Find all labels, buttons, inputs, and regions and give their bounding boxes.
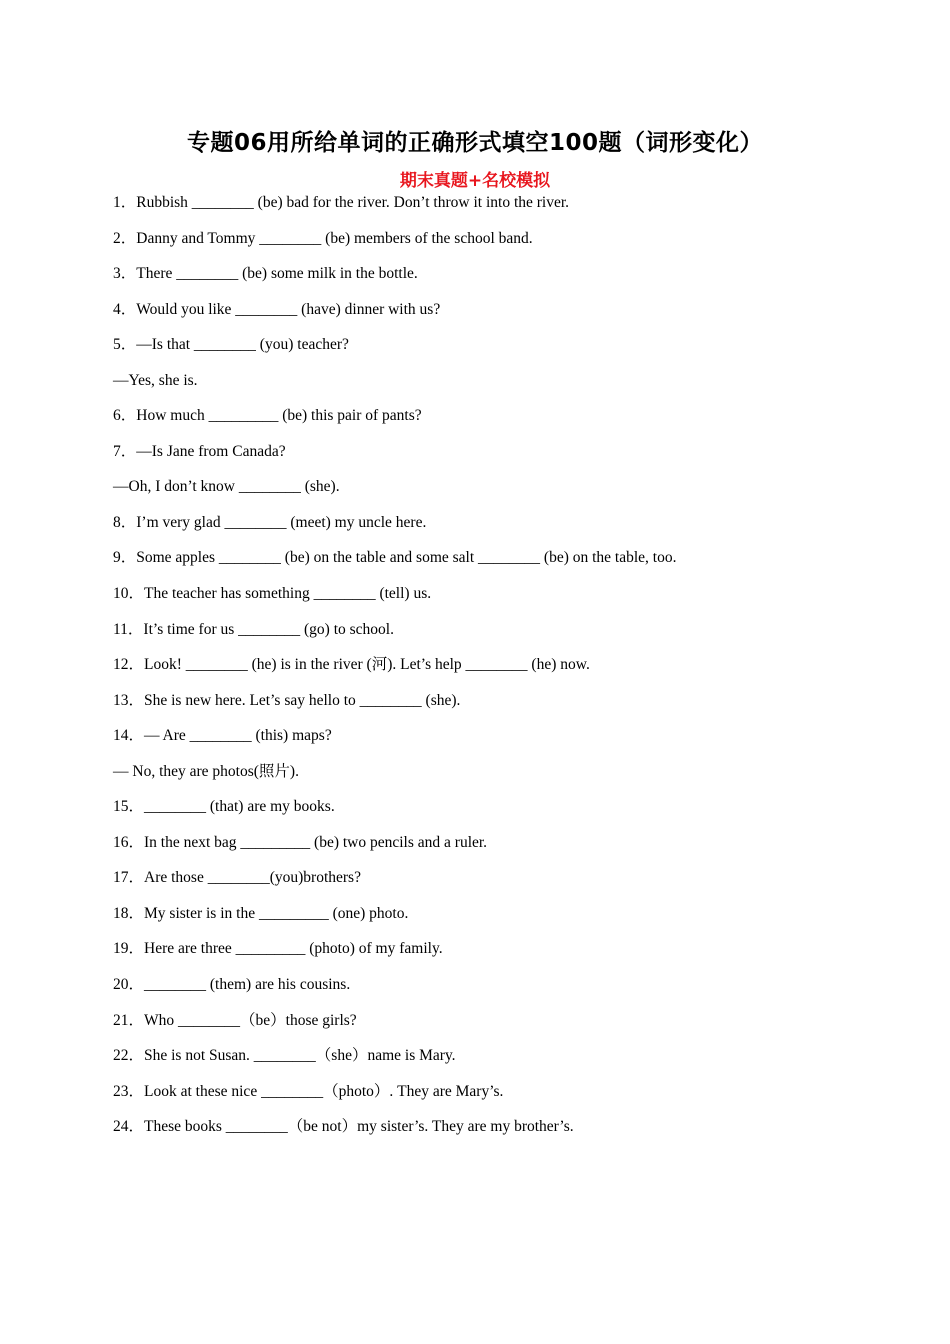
question-4: 4．Would you like ________ (have) dinner with us?	[113, 300, 441, 318]
question-23: 23．Look at these nice ________（photo）. They are Mary’s.	[113, 1082, 504, 1100]
question-7: 7．—Is Jane from Canada?	[113, 442, 286, 460]
question-14: 14．— Are ________ (this) maps?	[113, 727, 332, 745]
question-14-answer: — No, they are photos(照片).	[113, 762, 299, 780]
question-19: 19．Here are three _________ (photo) of my family.	[113, 940, 443, 958]
question-3: 3．There ________ (be) some milk in the bottle.	[113, 265, 418, 283]
question-6: 6．How much _________ (be) this pair of pants?	[113, 407, 422, 425]
question-18: 18．My sister is in the _________ (one) photo.	[113, 904, 409, 922]
question-15: 15．________ (that) are my books.	[113, 798, 335, 816]
question-13: 13．She is new here. Let’s say hello to ________ (she).	[113, 691, 461, 709]
question-20: 20．________ (them) are his cousins.	[113, 976, 351, 994]
question-5-answer: —Yes, she is.	[113, 371, 198, 389]
question-11: 11．It’s time for us ________ (go) to school.	[113, 620, 394, 638]
question-12: 12．Look! ________ (he) is in the river (河). Let’s help ________ (he) now.	[113, 656, 590, 674]
question-24: 24．These books ________（be not）my sister’s. They are my brother’s.	[113, 1118, 574, 1136]
question-22: 22．She is not Susan. ________（she）name is Mary.	[113, 1047, 456, 1065]
question-1: 1．Rubbish ________ (be) bad for the river. Don’t throw it into the river.	[113, 194, 570, 211]
document-title: 专题06用所给单词的正确形式填空100题（词形变化）	[186, 130, 764, 156]
question-21: 21．Who ________（be）those girls?	[113, 1011, 357, 1029]
question-2: 2．Danny and Tommy ________ (be) members of the school band.	[113, 229, 533, 247]
document-subtitle: 期末真题+名校模拟	[399, 171, 551, 191]
question-16: 16．In the next bag _________ (be) two pencils and a ruler.	[113, 833, 488, 851]
question-10: 10．The teacher has something ________ (tell) us.	[113, 585, 432, 603]
question-7-answer: —Oh, I don’t know ________ (she).	[113, 478, 340, 496]
question-17: 17．Are those ________(you)brothers?	[113, 869, 361, 887]
question-5: 5．—Is that ________ (you) teacher?	[113, 336, 349, 354]
question-list	[113, 191, 873, 1151]
question-9: 9．Some apples ________ (be) on the table and some salt ________ (be) on the table, too.	[113, 549, 677, 567]
question-8: 8．I’m very glad ________ (meet) my uncle here.	[113, 513, 427, 531]
